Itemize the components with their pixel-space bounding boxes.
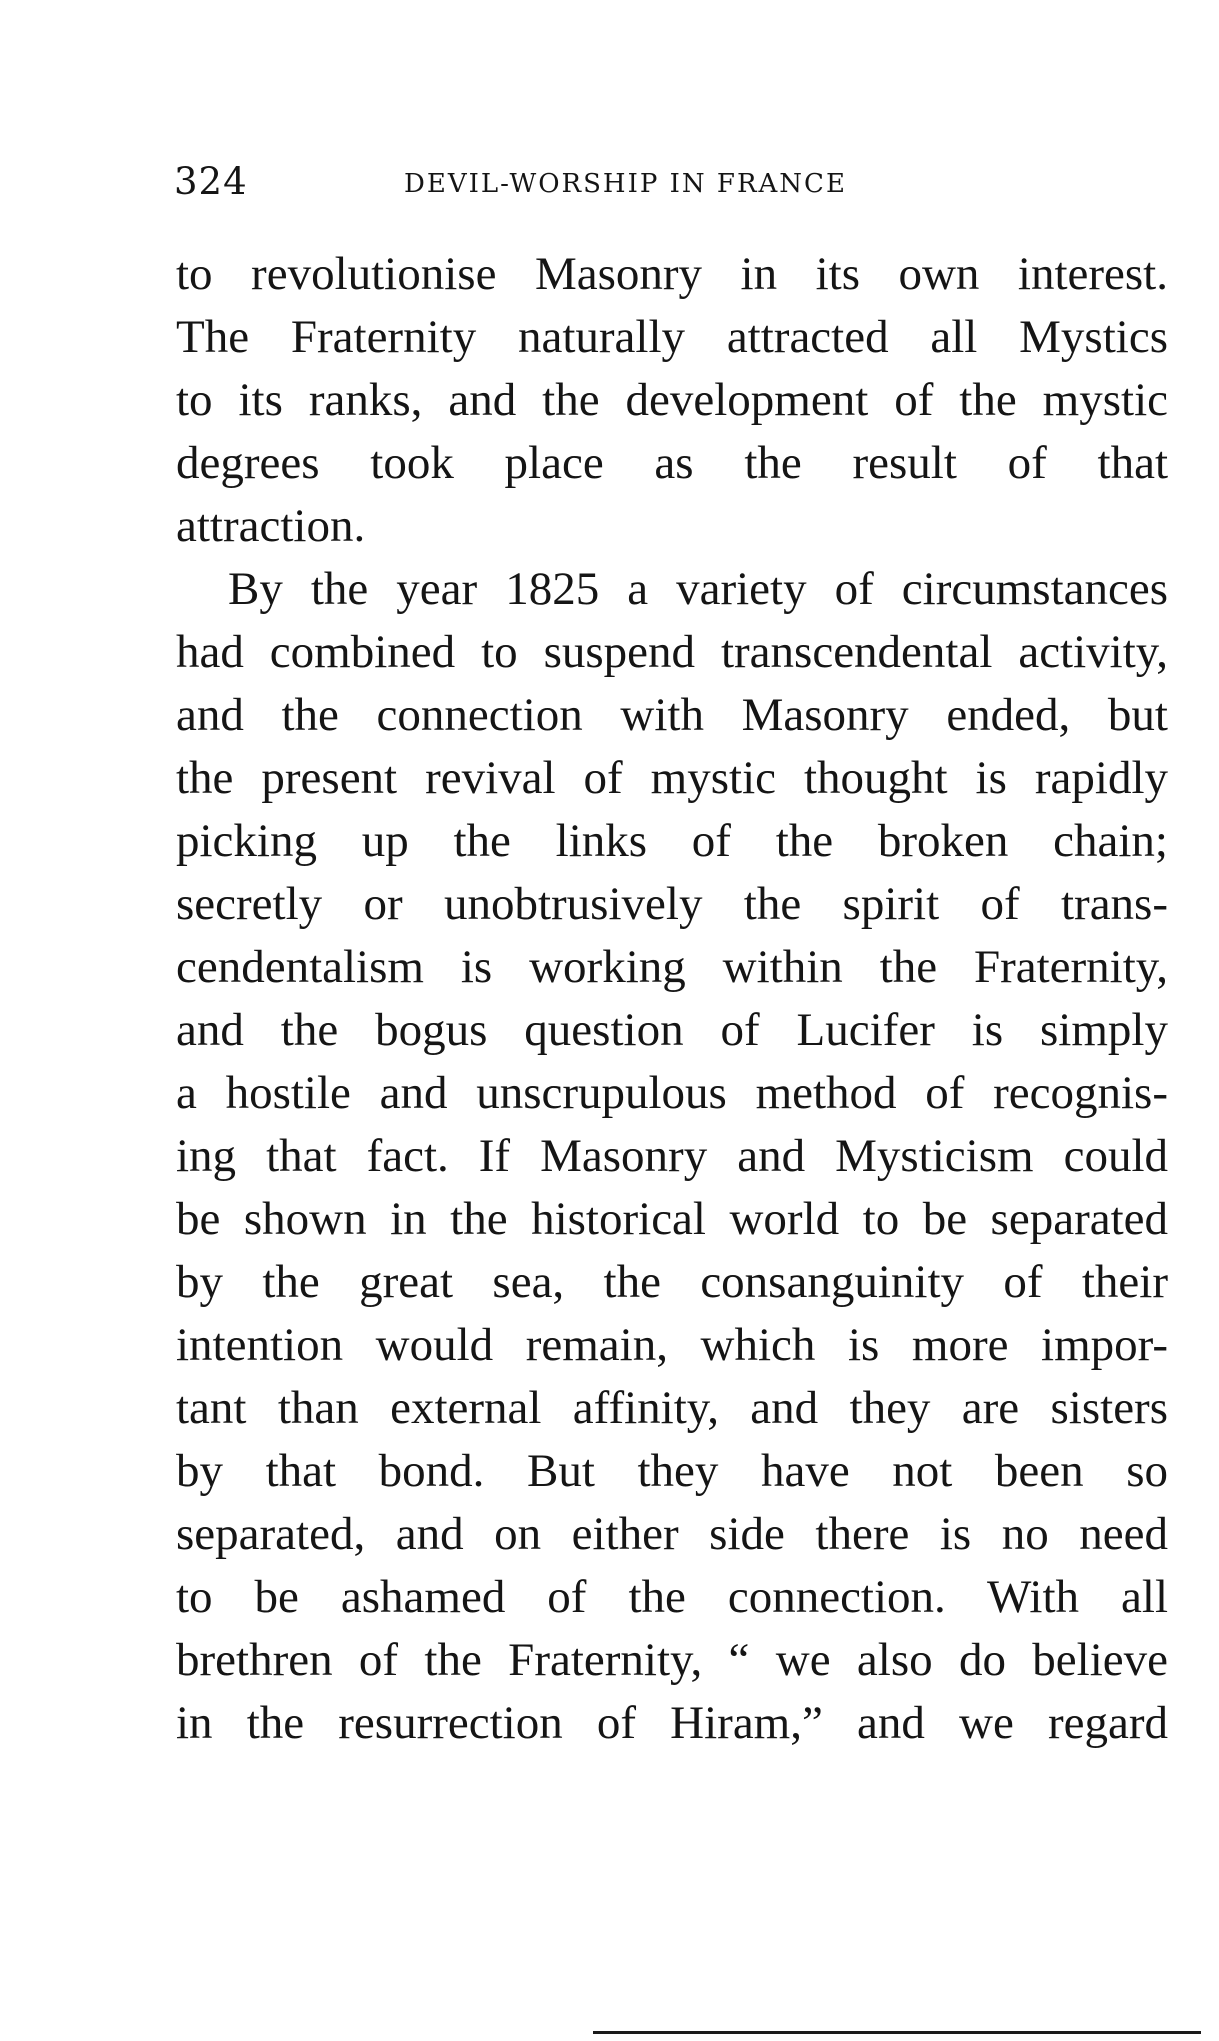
text-line: be shown in the historical world to be separated — [176, 1193, 1168, 1245]
body-text — [176, 243, 1168, 1755]
text-line: picking up the links of the broken chain; — [176, 815, 1168, 867]
text-line: by the great sea, the consanguinity of their — [176, 1256, 1168, 1308]
text-line: brethren of the Fraternity, “ we also do believe — [176, 1634, 1168, 1686]
text-line: by that bond. But they have not been so — [176, 1445, 1168, 1497]
text-line: The Fraternity naturally attracted all Mystics — [176, 311, 1168, 363]
text-line: and the bogus question of Lucifer is simply — [176, 1004, 1168, 1056]
text-line: a hostile and unscrupulous method of recognis- — [176, 1067, 1168, 1119]
text-line: secretly or unobtrusively the spirit of trans- — [176, 878, 1168, 930]
paragraph-1 — [176, 243, 1168, 558]
text-line: in the resurrection of Hiram,” and we regard — [176, 1697, 1168, 1749]
page-header — [174, 160, 954, 210]
text-line: had combined to suspend transcendental activity, — [176, 626, 1168, 678]
text-line: By the year 1825 a variety of circumstances — [228, 563, 1168, 615]
text-line: to be ashamed of the connection. With all — [176, 1571, 1168, 1623]
text-line: attraction. — [176, 500, 366, 552]
text-line: degrees took place as the result of that — [176, 437, 1168, 489]
text-line: ing that fact. If Masonry and Mysticism could — [176, 1130, 1168, 1182]
text-line: cendentalism is working within the Fraternity, — [176, 941, 1168, 993]
text-line: the present revival of mystic thought is rapidly — [176, 752, 1168, 804]
text-line: intention would remain, which is more impor- — [176, 1319, 1168, 1371]
text-line: separated, and on either side there is no need — [176, 1508, 1168, 1560]
paragraph-2 — [176, 558, 1168, 1755]
text-line: and the connection with Masonry ended, but — [176, 689, 1168, 741]
text-line: to its ranks, and the development of the mystic — [176, 374, 1168, 426]
text-line: to revolutionise Masonry in its own interest. — [176, 248, 1168, 300]
text-line: tant than external affinity, and they are sisters — [176, 1382, 1168, 1434]
running-title: DEVIL-WORSHIP IN FRANCE — [404, 169, 847, 199]
page-number: 324 — [174, 160, 248, 203]
bottom-rule — [593, 2031, 1201, 2034]
